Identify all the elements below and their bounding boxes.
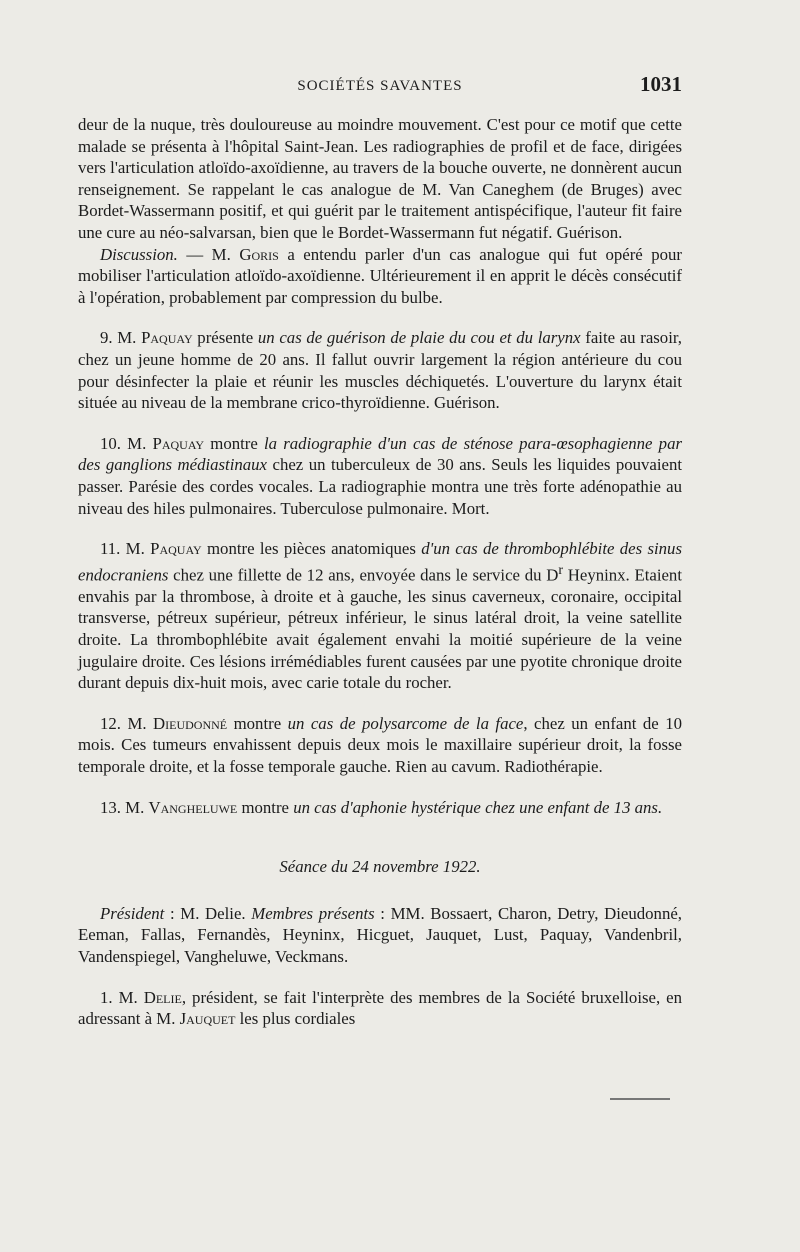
paragraph-members: Président : M. Delie. Membres présents : MM. Bossaert, Charon, Detry, Dieudonné, Eeman, Fallas, Fernandès, Heyninx, Hicguet, Jauquet, Lust, Paquay, Vandenbril, Vandenspiegel, Vangheluwe, Veckmans. (78, 903, 682, 966)
paragraph-item-9: 9. M. Paquay présente un cas de guérison de plaie du cou et du larynx faite au rasoir, chez un jeune homme de 20 ans. Il fallut ouvrir largement la région antérieure du cou pour désinfecter la plaie et réunir les muscles déchiquetés. L'ouverture du larynx était située au niveau de la membrane crico-thyroïdienne. Guérison. (78, 328, 682, 413)
paragraph-discussion: Discussion. — M. Goris a entendu parler d'un cas analogue qui fut opéré pour mobiliser l'articulation atloïdo-axoïdienne. Ultérieurement il en apprit le décès consécutif à l'opération, probablement par compression du bulbe. (78, 244, 683, 307)
text-body (78, 114, 682, 1030)
person-name: Jauquet (179, 1009, 236, 1029)
members-label: Membres présents (251, 903, 375, 923)
page-header (78, 72, 682, 100)
paragraph-item-1: 1. M. Delie, président, se fait l'interprète des membres de la Société bruxelloise, en adressant à M. Jauquet les plus cordiales (78, 987, 682, 1029)
paragraph-item-13: 13. M. Vangheluwe montre un cas d'aphonie hystérique chez une enfant de 13 ans. (100, 797, 663, 817)
person-name: Paquay (152, 433, 205, 453)
session-heading: Séance du 24 novembre 1922. (279, 857, 481, 877)
person-name: Vangheluwe (148, 797, 238, 817)
ink-mark (610, 1098, 670, 1100)
case-title: un cas d'aphonie hystérique chez une enfant de 13 ans. (293, 797, 663, 817)
case-title: d'un cas de thrombophlébite des sinus endocraniens (78, 539, 682, 585)
page-number: 1031 (640, 72, 682, 96)
paragraph-item-10: 10. M. Paquay montre la radiographie d'un cas de sténose para-œsophagienne par des ganglions médiastinaux chez un tuberculeux de 30 ans. Seuls les liquides pouvaient passer. Parésie des cordes vocales. La radiographie montra une très forte adénopathie au niveau des hiles pulmonaires. Tuberculose pulmonaire. Mort. (78, 433, 682, 518)
paragraph-item-11: 11. M. Paquay montre les pièces anatomiques d'un cas de thrombophlébite des sinus endocraniens chez une fillette de 12 ans, envoyée dans le service du $D^r$ Heyninx. Etaient envahis par la thrombose, à droite et à gauche, les sinus caverneux, coronaire, occipital transverse, pétreux supérieur, pétreux inférieur, le sinus latéral droit, la veine satellite droite. La thrombophlébite avait également envahi la moitié supérieure de la veine jugulaire droite. Ces lésions irrémédiables furent causées par une pyotite chronique droite durant depuis dix-huit mois, avec carie totale du rocher. (78, 539, 682, 693)
person-name: Paquay (150, 539, 202, 559)
running-title: SOCIÉTÉS SAVANTES (297, 78, 463, 94)
paragraph-item-12: 12. M. Dieudonné montre un cas de polysarcome de la face, chez un enfant de 10 mois. Ces tumeurs envahissent depuis deux mois le maxillaire supérieur droit, la fosse temporale droite, et la fosse temporale gauche. Rien au cavum. Radiothérapie. (78, 713, 682, 777)
president-label: Président (100, 903, 165, 923)
person-name: Dieudonné (153, 713, 228, 733)
case-title: la radiographie d'un cas de sténose para-œsophagienne par des ganglions médiastinaux (78, 433, 682, 475)
paragraph-continuation: deur de la nuque, très douloureuse au moindre mouvement. C'est pour ce motif que cette malade se présenta à l'hôpital Saint-Jean. Les radiographies de profil et de face, dirigées vers l'articulation atloïdo-axoïdienne, au travers de la bouche ouverte, ne donnèrent aucun renseignement. Se rappelant le cas analogue de M. Van Caneghem (de Bruges) avec Bordet-Wassermann positif, et qui guérit par le traitement antispécifique, l'auteur fit faire une cure au néo-salvarsan, bien que le Bordet-Wassermann fut négatif. Guérison. (78, 115, 682, 242)
case-title: un cas de polysarcome de la face (287, 713, 524, 733)
person-name: Paquay (141, 328, 193, 348)
person-name: Goris (239, 244, 279, 264)
superscript: r (558, 562, 564, 578)
case-title: un cas de guérison de plaie du cou et du larynx (257, 328, 581, 348)
discussion-label: Discussion. (100, 244, 178, 264)
person-name: Delie (143, 987, 182, 1007)
